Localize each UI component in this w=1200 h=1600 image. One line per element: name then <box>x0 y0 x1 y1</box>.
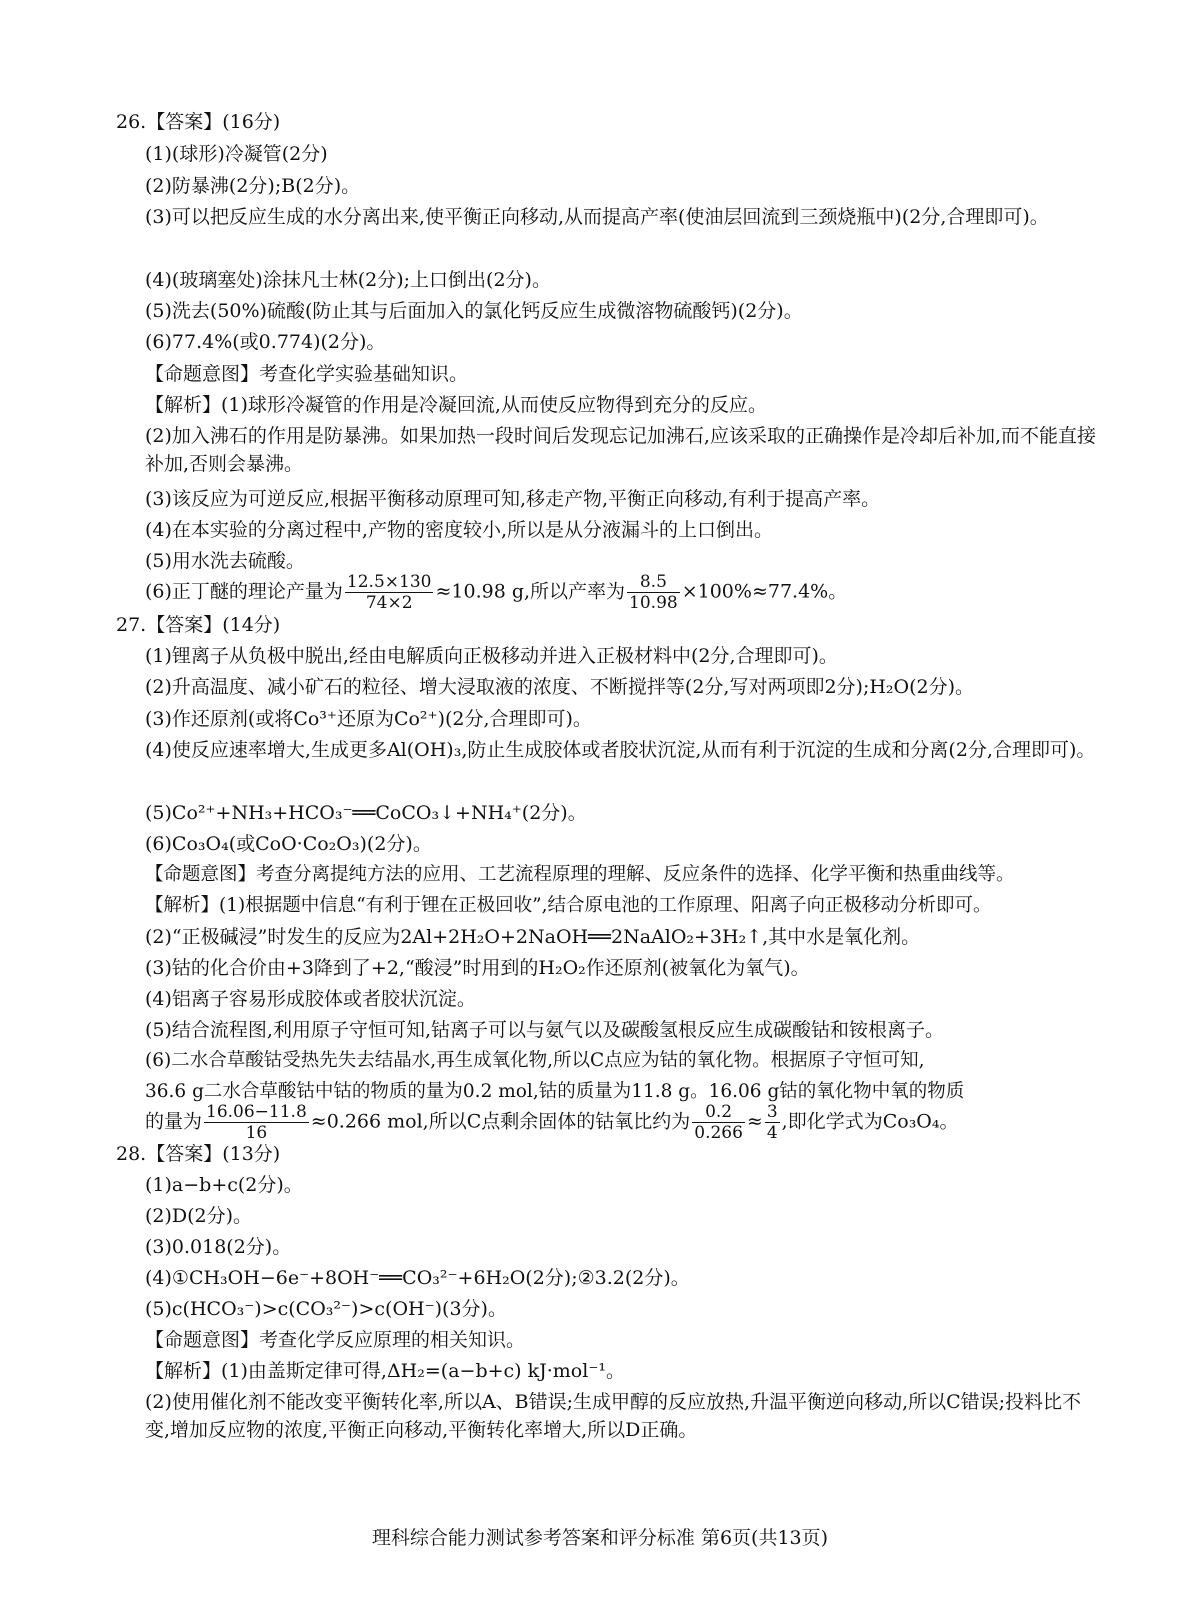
q27-e6c-f1-numerator: 16.06−11.8 <box>206 1102 307 1122</box>
q28-intent: 【命题意图】考查化学反应原理的相关知识。 <box>145 1329 526 1351</box>
q27-e6c-f2-numerator: 0.2 <box>692 1102 745 1123</box>
q28-explain-2: (2)使用催化剂不能改变平衡转化率,所以A、B错误;生成甲醇的反应放热,升温平衡逆向移动,所以C错误;投料比不变,增加反应物的浓度,平衡正向移动,平衡转化率增大,所以D正确。 <box>145 1391 1082 1441</box>
q27-explain-6a: (6)二水合草酸钴受热先失去结晶水,再生成氧化物,所以C点应为钴的氧化物。根据原子守恒可知, <box>145 1050 925 1071</box>
q26-answer-6: (6)77.4%(或0.774)(2分)。 <box>145 331 386 353</box>
q27-e6c-f1-denominator: 16 <box>245 1123 268 1143</box>
q26-explain-6 <box>145 572 1105 613</box>
q27-explain-5: (5)结合流程图,利用原子守恒可知,钴离子可以与氨气以及碳酸氢根反应生成碳酸钴和铵根离子。 <box>145 1019 944 1041</box>
page-footer: 理科综合能力测试参考答案和评分标准 第6页(共13页) <box>371 1527 829 1549</box>
q27-e6c-f3-denominator: 4 <box>766 1123 778 1143</box>
q27-e6c-prefix: 的量为 <box>145 1110 203 1133</box>
q27-answer-2: (2)升高温度、减小矿石的粒径、增大浸取液的浓度、不断搅拌等(2分,写对两项即2分);H₂O(2分)。 <box>145 676 975 698</box>
q26-answer-1: (1)(球形)冷凝管(2分) <box>145 143 328 165</box>
q26-explain-4: (4)在本实验的分离过程中,产物的密度较小,所以是从分液漏斗的上口倒出。 <box>145 519 773 541</box>
q28-explain-1: 【解析】(1)由盖斯定律可得,ΔH₂=(a−b+c) kJ·mol⁻¹。 <box>145 1360 625 1382</box>
q26-e6-middle: ≈10.98 g,所以产率为 <box>435 580 626 603</box>
q27-e6c-approx: ≈ <box>746 1110 763 1133</box>
q28-answer-3: (3)0.018(2分)。 <box>145 1236 292 1258</box>
q27-explain-4: (4)铝离子容易形成胶体或者胶状沉淀。 <box>145 988 476 1010</box>
q26-e6-fraction-1 <box>345 572 434 613</box>
q26-answer-3: (3)可以把反应生成的水分离出来,使平衡正向移动,从而提高产率(使油层回流到三颈烧瓶中)(2分,合理即可)。 <box>145 206 1049 228</box>
q26-e6-f1-numerator: 12.5×130 <box>346 572 432 592</box>
q27-explain-1: 【解析】(1)根据题中信息“有利于锂在正极回收”,结合原电池的工作原理、阳离子向正极移动分析即可。 <box>145 895 992 916</box>
q26-explain-3: (3)该反应为可逆反应,根据平衡移动原理可知,移走产物,平衡正向移动,有利于提高产率。 <box>145 488 881 510</box>
q27-answer-6: (6)Co₃O₄(或CoO·Co₂O₃)(2分)。 <box>145 833 432 855</box>
q26-intent: 【命题意图】考查化学实验基础知识。 <box>145 363 469 385</box>
q26-e6-f2-numerator: 8.5 <box>627 572 680 593</box>
q27-answer-4: (4)使反应速率增大,生成更多Al(OH)₃,防止生成胶体或者胶状沉淀,从而有利于沉淀的生成和分离(2分,合理即可)。 <box>145 739 1096 761</box>
q26-e6-end: ×100%≈77.4%。 <box>681 580 848 603</box>
q28-heading: 28.【答案】(13分) <box>116 1143 281 1165</box>
q26-explain-1: 【解析】(1)球形冷凝管的作用是冷凝回流,从而使反应物得到充分的反应。 <box>145 394 767 416</box>
q26-explain-5: (5)用水洗去硫酸。 <box>145 550 305 572</box>
q28-answer-5: (5)c(HCO₃⁻)>c(CO₃²⁻)>c(OH⁻)(3分)。 <box>145 1298 507 1320</box>
q26-e6-f1-denominator: 74×2 <box>365 593 413 613</box>
q27-explain-2: (2)“正极碱浸”时发生的反应为2Al+2H₂O+2NaOH══2NaAlO₂+3H₂↑,其中水是氧化剂。 <box>145 926 921 948</box>
q27-intent: 【命题意图】考查分离提纯方法的应用、工艺流程原理的理解、反应条件的选择、化学平衡和热重曲线等。 <box>145 864 1015 885</box>
q27-e6c-end: ,即化学式为Co₃O₄。 <box>781 1110 959 1133</box>
q26-e6-f2-denominator: 10.98 <box>629 593 678 613</box>
q26-heading: 26.【答案】(16分) <box>116 111 281 133</box>
q26-explain-2: (2)加入沸石的作用是防暴沸。如果加热一段时间后发现忘记加沸石,应该采取的正确操作是冷却后补加,而不能直接补加,否则会暴沸。 <box>145 425 1096 475</box>
q27-e6c-f3-numerator: 3 <box>766 1102 778 1122</box>
q27-e6c-middle: ≈0.266 mol,所以C点剩余固体的钴氧比约为 <box>310 1110 691 1133</box>
q27-explain-6c <box>145 1102 1105 1143</box>
q27-e6c-fraction-1 <box>204 1102 309 1143</box>
q26-e6-prefix: (6)正丁醚的理论产量为 <box>145 580 343 603</box>
q26-e6-fraction-2 <box>627 572 680 613</box>
q27-e6c-f2-denominator: 0.266 <box>694 1123 743 1143</box>
q27-answer-5: (5)Co²⁺+NH₃+HCO₃⁻══CoCO₃↓+NH₄⁺(2分)。 <box>145 802 587 824</box>
q27-explain-3: (3)钴的化合价由+3降到了+2,“酸浸”时用到的H₂O₂作还原剂(被氧化为氧气)。 <box>145 957 810 979</box>
q28-answer-1: (1)a−b+c(2分)。 <box>145 1174 303 1196</box>
q27-explain-6b: 36.6 g二水合草酸钴中钴的物质的量为0.2 mol,钴的质量为11.8 g。16.06 g钴的氧化物中氧的物质 <box>145 1081 965 1102</box>
q26-answer-2: (2)防暴沸(2分);B(2分)。 <box>145 175 361 197</box>
q26-answer-5: (5)洗去(50%)硫酸(防止其与后面加入的氯化钙反应生成微溶物硫酸钙)(2分)。 <box>145 300 803 322</box>
q28-answer-2: (2)D(2分)。 <box>145 1205 253 1227</box>
q27-e6c-fraction-3 <box>765 1102 780 1143</box>
q27-answer-1: (1)锂离子从负极中脱出,经由电解质向正极移动并进入正极材料中(2分,合理即可)。 <box>145 645 838 667</box>
q27-heading: 27.【答案】(14分) <box>116 614 281 636</box>
q28-answer-4: (4)①CH₃OH−6e⁻+8OH⁻══CO₃²⁻+6H₂O(2分);②3.2(2分)。 <box>145 1267 690 1289</box>
q27-answer-3: (3)作还原剂(或将Co³⁺还原为Co²⁺)(2分,合理即可)。 <box>145 708 592 730</box>
q27-e6c-fraction-2 <box>692 1102 745 1143</box>
q26-answer-4: (4)(玻璃塞处)涂抹凡士林(2分);上口倒出(2分)。 <box>145 269 551 291</box>
